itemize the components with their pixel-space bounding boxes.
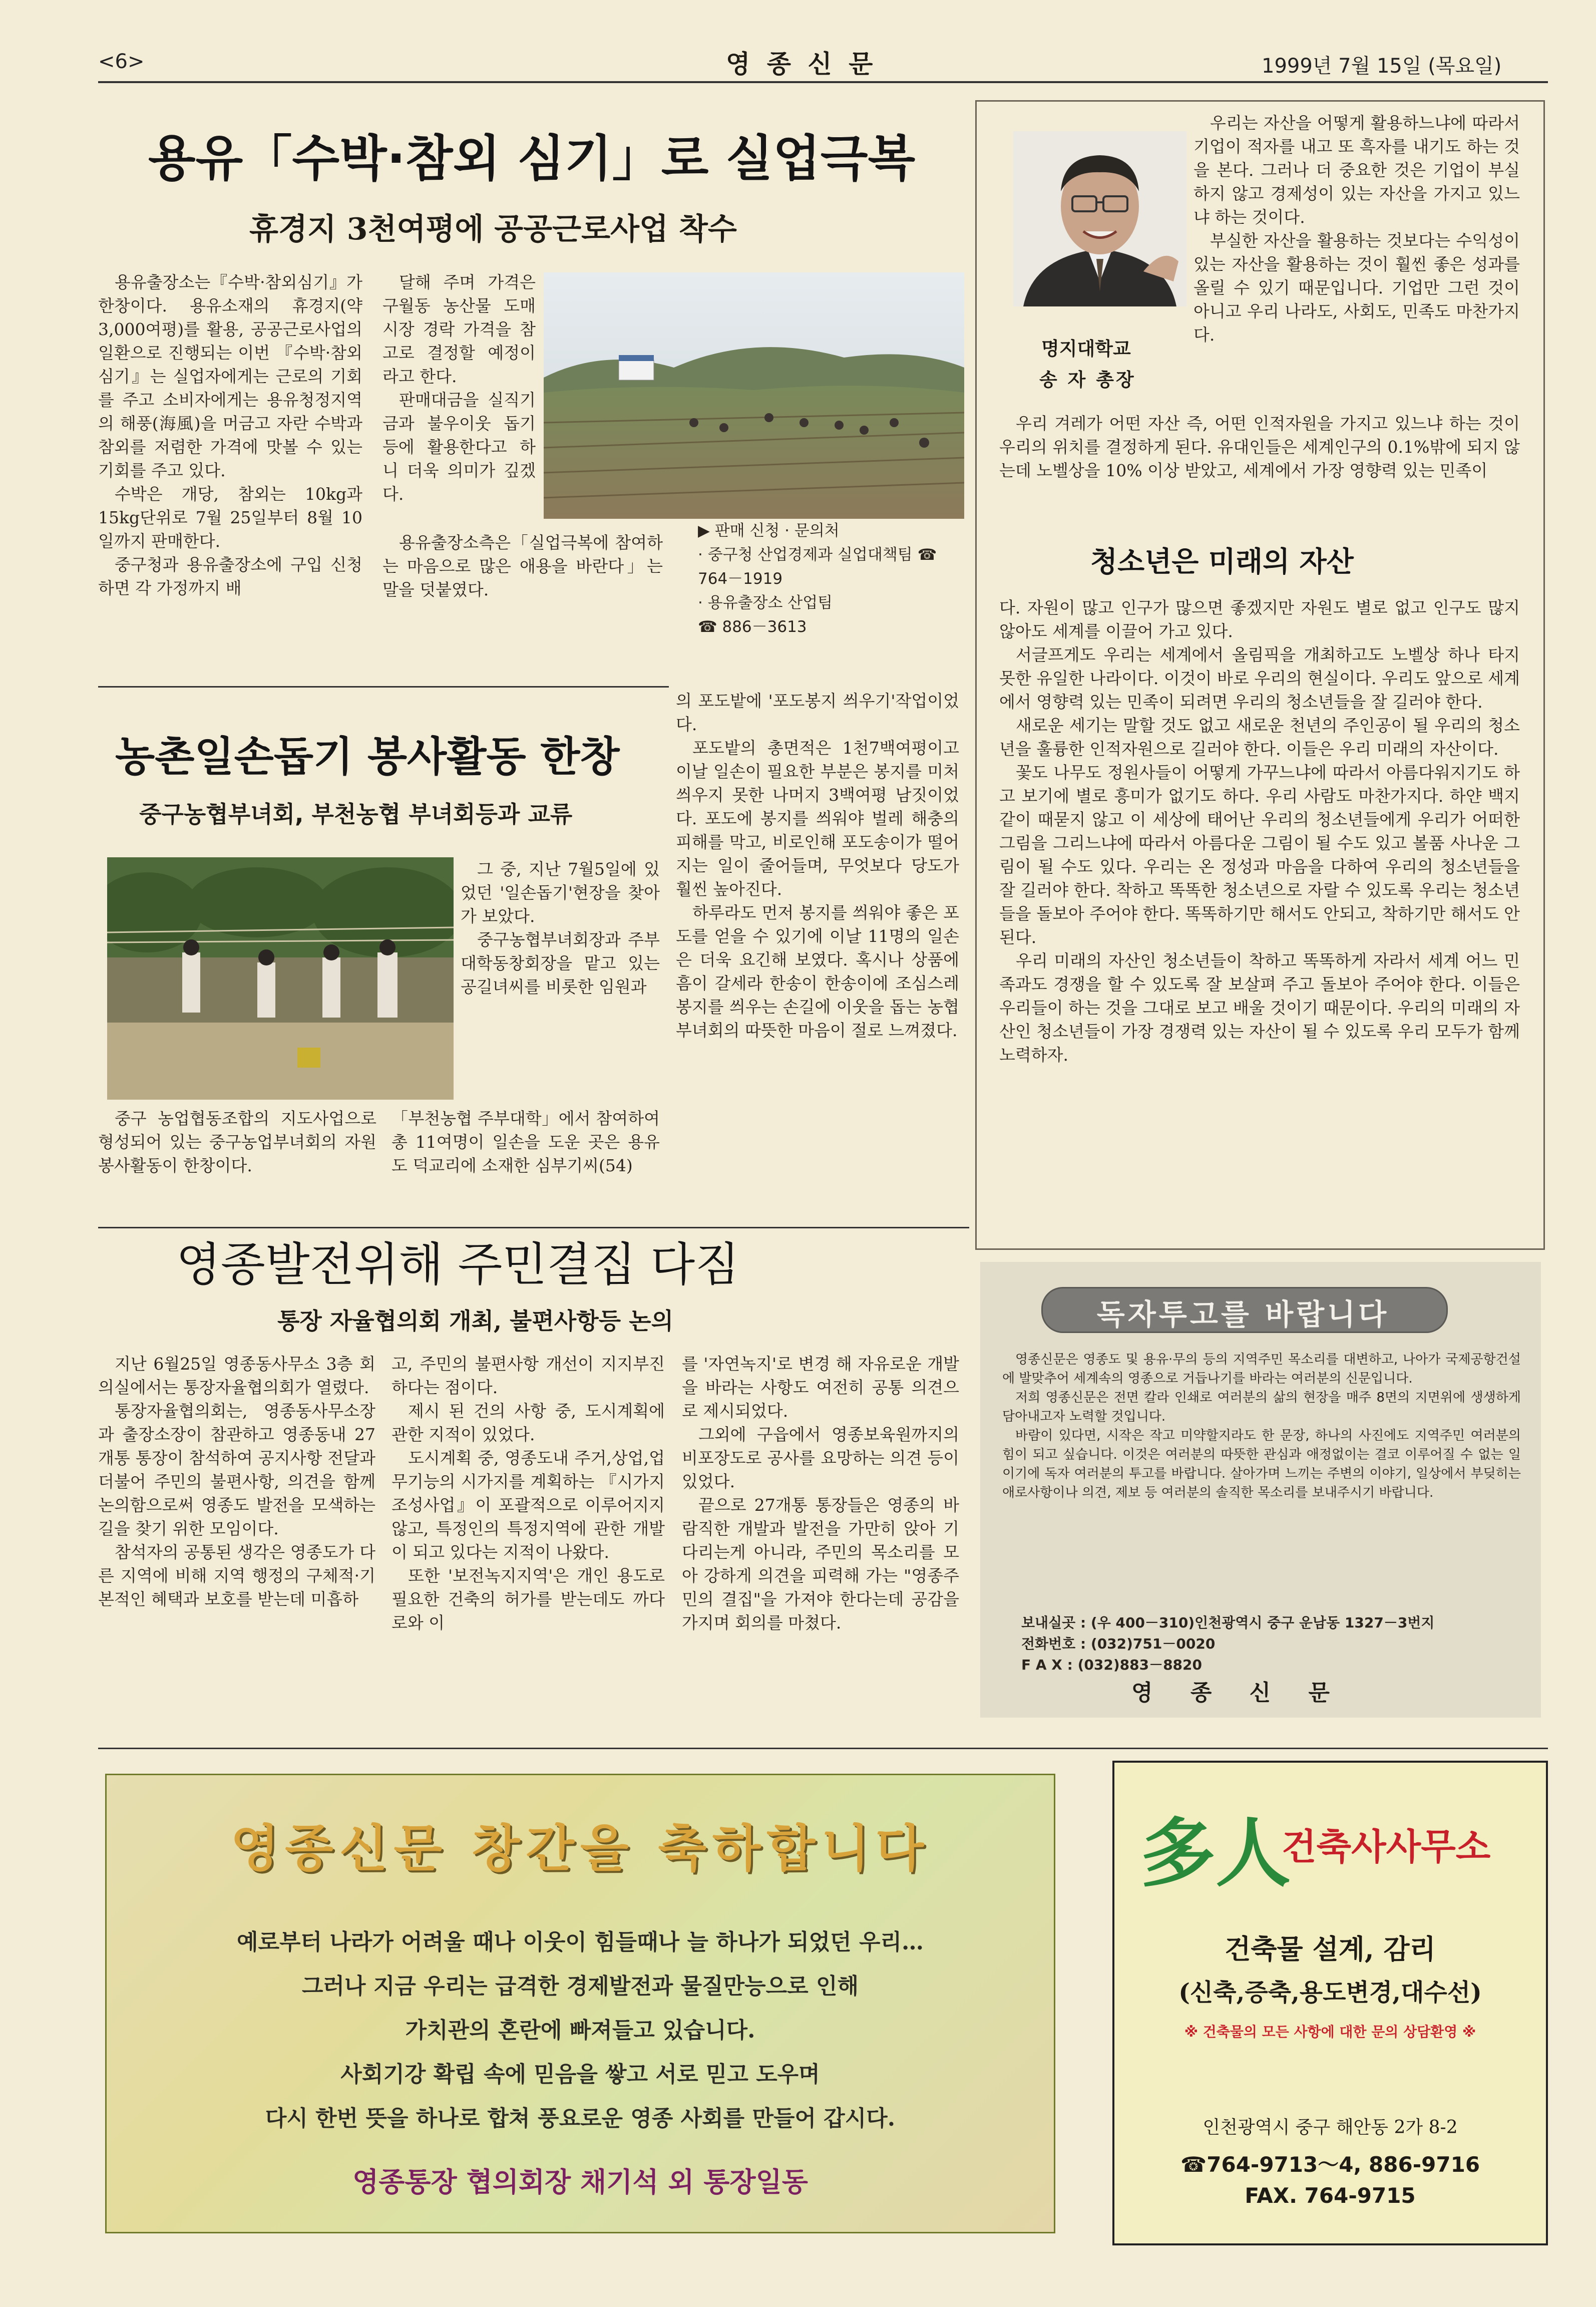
article2-side-p2: 중구농협부녀회장과 주부대학동창회장을 맡고 있는 공길녀씨를 비롯한 임원과: [461, 930, 660, 997]
contact-line-2: · 중구청 산업경제과 실업대책팀 ☎ 764－1919: [698, 546, 937, 588]
congrats-line-3: 가치관의 혼란에 빠져들고 있습니다.: [405, 2018, 755, 2043]
article3-p7: 또한 '보전녹지지역'은 개인 용도로 필요한 건축의 허가를 받는데도 까다로와 이: [391, 1566, 665, 1632]
article2-p1: 중구 농업협동조합의 지도사업으로 형성되어 있는 중구농업부녀회의 자원봉사활동이 한창이다.: [98, 1109, 376, 1175]
congrats-line-4: 사회기강 확립 속에 믿음을 쌓고 서로 믿고 도우며: [340, 2062, 820, 2087]
article3-p2: 통장자율협의회는, 영종동사무소장과 출장소장이 참관하고 영종동내 27개통 통장이 참석하여 공지사항 전달과 더불어 주민의 불편사항, 의견을 함께 논의함으로써 영종도 발전을 모색하는 길을 찾기 위한 모임이다.: [98, 1401, 375, 1538]
reader-p3: 바람이 있다면, 시작은 작고 미약할지라도 한 문장, 하나의 사진에도 지역주민 여러분의 힘이 되고 싶습니다. 이것은 여러분의 따뜻한 관심과 애정없이는 결코 이루어질 수 없는 일이기에 독자 여러분의 투고를 바랍니다. 살아가며 느끼는 주변의 이야기, 일상에서 부딪히는 애로사항이나 의견, 제보 등 여러분의 솔직한 목소리를 보내주시기 바랍니다.: [1002, 1428, 1521, 1500]
reader-p1: 영종신문은 영종도 및 용유·무의 등의 지역주민 목소리를 대변하고, 나아가 국제공항건설에 발맞추어 세계속의 영종으로 거듭나기를 바라는 여러분의 신문입니다.: [1002, 1352, 1521, 1386]
article3-col3: [682, 1352, 959, 1728]
architect-note: ※ 건축물의 모든 사항에 대한 문의 상담환영 ※: [1184, 2024, 1476, 2040]
article2-col2: [391, 1107, 660, 1227]
reader-signature: 영 종 신 문: [1131, 1680, 1345, 1706]
article3-col2: [391, 1352, 665, 1728]
reader-addr: (우 400－310)인천광역시 중구 운남동 1327－3번지: [1090, 1614, 1435, 1631]
article2-subhead: 중구농협부녀회, 부천농협 부녀회등과 교류: [139, 801, 573, 828]
architect-name: 건축사사무소: [1282, 1826, 1491, 1868]
article3-p9: 그외에 구읍에서 영종보육원까지의 비포장도로 공사를 요망하는 의견 등이 있었다.: [682, 1425, 959, 1491]
article3-p6: 도시계획 중, 영종도내 주거,상업,업무기능의 시가지를 계획하는 『시가지조성사업』이 포괄적으로 이루어지지 않고, 특정인의 특정지역에 관한 개발이 되고 있다는 지적이 나왔다.: [391, 1448, 665, 1562]
reader-tel-label: 전화번호 :: [1021, 1635, 1086, 1652]
article3-p1: 지난 6월25일 영종동사무소 3층 회의실에서는 통장자율협의회가 열렸다.: [98, 1354, 375, 1397]
article1-p1: 용유출장소는『수박·참외심기』가 한창이다. 용유소재의 휴경지(약3,000여평)를 활용, 공공근로사업의 일환으로 진행되는 이번 『수박·참외심기』는 실업자에게는 근로의 기회를 주고 소비자에게는 용유청정지역의 해풍(海風)을 머금고 자란 수박과 참외를 저렴한 가격에 맛볼 수 있는 기회를 주고 있다.: [98, 272, 362, 480]
reader-body: [1002, 1350, 1521, 1590]
article2-col1: [98, 1107, 376, 1227]
article3-p3: 참석자의 공통된 생각은 영종도가 다른 지역에 비해 지역 행정의 구체적·기본적인 혜택과 보호를 받는데 미흡하: [98, 1542, 375, 1609]
article3-p10: 끝으로 27개통 통장들은 영종의 바람직한 개발과 발전을 가만히 앉아 기다리는게 아니라, 주민의 목소리를 모아 강하게 의견을 피력해 가는 "영종주민의 결집"을 가져야 한다는데 공감을 가지며 회의를 마쳤다.: [682, 1495, 959, 1632]
article1-headline: 용유「수박·참외 심기」로 실업극복: [148, 130, 916, 187]
column-p5: 서글프게도 우리는 세계에서 올림픽을 개최하고도 노벨상 하나 타지 못한 유일한 나라이다. 이것이 바로 우리의 현실이다. 우리도 앞으로 세계에서 영향력 있는 민족이 되려면 우리의 청소년들을 잘 길러야 한다.: [999, 645, 1520, 712]
article1-subhead: 휴경지 3천여평에 공공근로사업 착수: [249, 212, 737, 247]
article2-p4: 포도밭의 총면적은 1천7백여평이고 이날 일손이 필요한 부분은 봉지를 미처 씌우지 못한 나머지 3백여평 남짓이었다. 포도에 봉지를 씌워야 벌레 해충의 피해를 막고, 비로인해 포도송이가 떨어지는 일이 줄어들며, 무엇보다 당도가 훨씬 높아진다.: [676, 738, 959, 899]
melon-field-photo: [544, 272, 964, 519]
column-p4: 다. 자원이 많고 인구가 많으면 좋겠지만 자원도 별로 없고 인구도 많지 않아도 세계를 이끌어 가고 있다.: [999, 598, 1520, 641]
architect-fax: FAX. 764-9715: [1245, 2183, 1416, 2208]
reader-fax-label: F A X :: [1021, 1657, 1073, 1673]
article3-subhead: 통장 자율협의회 개최, 불편사항등 논의: [277, 1307, 674, 1335]
congrats-ad: [105, 1774, 1055, 2233]
article1-col2-bottom: [382, 531, 663, 681]
reader-contact: [1021, 1612, 1434, 1676]
article1-p2: 수박은 개당, 참외는 10kg과 15kg단위로 7월 25일부터 8월 10일까지 판매한다.: [98, 484, 362, 551]
article2-p3: 의 포도밭에 '포도봉지 씌우기'작업이었다.: [676, 691, 959, 734]
article3-col1: [98, 1352, 375, 1728]
article3-p4: 고, 주민의 불편사항 개선이 지지부진하다는 점이다.: [391, 1354, 665, 1397]
grape-volunteer-photo: [107, 857, 454, 1100]
article3-p8: 를 '자연녹지'로 변경 해 자유로운 개발을 바라는 사항도 여전히 공통 의견으로 제시되었다.: [682, 1354, 959, 1421]
column-p3: 우리 겨레가 어떤 자산 즉, 어떤 인적자원을 가지고 있느냐 하는 것이 우리의 위치를 결정하게 된다. 유대인들은 세계인구의 0.1%밖에 되지 않는데 노벨상을 10% 이상 받았고, 세계에서 가장 영향력 있는 민족이: [999, 414, 1520, 480]
article1-p4: 달해 주며 가격은 구월동 농산물 도매시장 경락 가격을 참고로 결정할 예정이라고 한다.: [382, 272, 536, 386]
contact-line-1: ▶ 판매 신청 · 문의처: [698, 522, 840, 540]
masthead-name: 영 종 신 문: [726, 49, 877, 79]
architect-tel: ☎764-9713～4, 886-9716: [1180, 2152, 1480, 2177]
congrats-line-2: 그러나 지금 우리는 급격한 경제발전과 물질만능으로 인해: [301, 1973, 859, 1999]
contact-line-3: · 용유출장소 산업팀: [698, 594, 833, 612]
author-name: 송 자 총장: [1039, 369, 1136, 391]
header-rule: [98, 81, 1548, 83]
column-p3-block: [999, 412, 1520, 527]
column-p6: 새로운 세기는 말할 것도 없고 새로운 천년의 주인공이 될 우리의 청소년을 훌륭한 인적자원으로 길러야 한다. 이들은 우리 미래의 자산이다.: [999, 716, 1520, 759]
reader-addr-label: 보내실곳 :: [1021, 1614, 1086, 1631]
column-p1: 우리는 자산을 어떻게 활용하느냐에 따라서 기업이 적자를 내고 또 흑자를 내기도 하는 것을 본다. 그러나 더 중요한 것은 기업이 부실하지 않고 경제성이 있는 자산을 가지고 있느냐 하는 것이다.: [1193, 113, 1520, 227]
reader-tel: (032)751－0020: [1090, 1635, 1216, 1652]
congrats-line-1: 예로부터 나라가 어려울 때나 이웃이 힘들때나 늘 하나가 되었던 우리…: [237, 1929, 924, 1955]
article1-col2-top: [382, 270, 536, 526]
article1-divider: [98, 686, 669, 688]
article2-headline: 농촌일손돕기 봉사활동 한창: [115, 733, 620, 781]
article1-p3: 중구청과 용유출장소에 구입 신청하면 각 가정까지 배: [98, 555, 362, 598]
column-intro: [1193, 111, 1520, 451]
ads-divider: [98, 1748, 1548, 1749]
article3-headline: 영종발전위해 주민결집 다짐: [176, 1238, 739, 1291]
architect-address: 인천광역시 중구 해안동 2가 8-2: [1203, 2117, 1458, 2138]
column-p7: 꽃도 나무도 정원사들이 어떻게 가꾸느냐에 따라서 아름다워지기도 하고 보기에 별로 흥미가 없기도 하다. 우리 사람도 마찬가지다. 하얀 백지 같이 때묻지 않고 이 세상에 태어난 우리의 청소년들에게 우리가 어떠한 그림을 그리느냐에 따라서 아름다운 그림이 될 수도 있고 볼품 사나운 그림이 될 수도 있다. 우리는 온 정성과 마음을 다하여 우리의 청소년들을 잘 길러야 한다. 착하고 똑똑한 청소년으로 자랄 수 있도록 우리는 청소년들을 돌보아 주어야 한다. 똑똑하기만 해서도 안되고, 착하기만 해서도 안된다.: [999, 763, 1520, 947]
article1-p5: 판매대금을 실직기금과 불우이웃 돕기 등에 활용한다고 하니 더욱 의미가 깊겠다.: [382, 390, 536, 504]
article2-side: [461, 857, 660, 1106]
article2-col3: [676, 689, 959, 1225]
issue-date: 1999년 7월 15일 (목요일): [1262, 55, 1502, 78]
column-p8: 우리 미래의 자산인 청소년들이 착하고 똑똑하게 자라서 세계 어느 민족과도 경쟁을 할 수 있도록 잘 보살펴 주고 돌보아 주어야 한다. 이들은 우리들이 하는 것을 그대로 보고 배울 것이기 때문이다. 우리의 미래의 자산인 청소년들이 가장 경쟁력 있는 자산이 될 수 있도록 우리 모두가 함께 노력하자.: [999, 951, 1520, 1065]
author-org: 명지대학교: [1041, 338, 1131, 360]
column-title: 청소년은 미래의 자산: [1090, 546, 1354, 578]
architect-ad: [1112, 1761, 1548, 2245]
contact-line-4: ☎ 886－3613: [698, 618, 807, 636]
author-portrait: [1013, 131, 1186, 306]
article3-p5: 제시 된 건의 사항 중, 도시계획에 관한 지적이 있었다.: [391, 1401, 665, 1444]
column-p2: 부실한 자산을 활용하는 것보다는 수익성이 있는 자산을 활용하는 것이 훨씬 좋은 성과를 올릴 수 있기 때문입니다. 기업만 그런 것이 아니고 우리 나라도, 사회도, 민족도 마찬가지다.: [1193, 231, 1520, 345]
reader-title: 독자투고를 바랍니다: [1096, 1297, 1390, 1332]
congrats-title: 영종신문 창간을 축하합니다: [230, 1819, 930, 1878]
article1-contact: [698, 519, 958, 659]
architect-detail: (신축,증축,용도변경,대수선): [1178, 1979, 1482, 2007]
article2-p5: 하루라도 먼저 봉지를 씌워야 좋은 포도를 얻을 수 있기에 이날 11명의 일손은 더욱 요긴해 보였다. 혹시나 상품에 흠이 갈세라 한송이 한송이에 조심스레 봉지를 씌우는 손길에 이웃을 돕는 농협부녀회의 따뜻한 마음이 절로 느껴졌다.: [676, 903, 959, 1040]
reader-fax: (032)883－8820: [1077, 1657, 1202, 1673]
article2-p2: 「부천농협 주부대학」에서 참여하여 총 11여명이 일손을 도운 곳은 용유도 덕교리에 소재한 심부기씨(54): [391, 1109, 660, 1175]
article1-p6: 용유출장소측은「실업극복에 참여하는 마음으로 많은 애용을 바란다」는 말을 덧붙였다.: [382, 533, 663, 599]
architect-logo: 多人: [1140, 1809, 1291, 1897]
architect-service: 건축물 설계, 감리: [1225, 1933, 1436, 1965]
column-body: [999, 596, 1520, 1232]
congrats-signature: 영종통장 협의회장 채기석 외 통장일동: [352, 2166, 808, 2198]
congrats-line-5: 다시 한번 뜻을 하나로 합쳐 풍요로운 영종 사회를 만들어 갑시다.: [265, 2106, 896, 2131]
reader-p2: 저희 영종신문은 전면 칼라 인쇄로 여러분의 삶의 현장을 매주 8면의 지면위에 생생하게 담아내고자 노력할 것입니다.: [1002, 1390, 1521, 1424]
article1-col1: [98, 270, 362, 681]
congrats-lines: [107, 1920, 1054, 2141]
page-number: <6>: [98, 50, 145, 73]
article2-side-p1: 그 중, 지난 7월5일에 있었던 '일손돕기'현장을 찾아가 보았다.: [461, 859, 660, 926]
